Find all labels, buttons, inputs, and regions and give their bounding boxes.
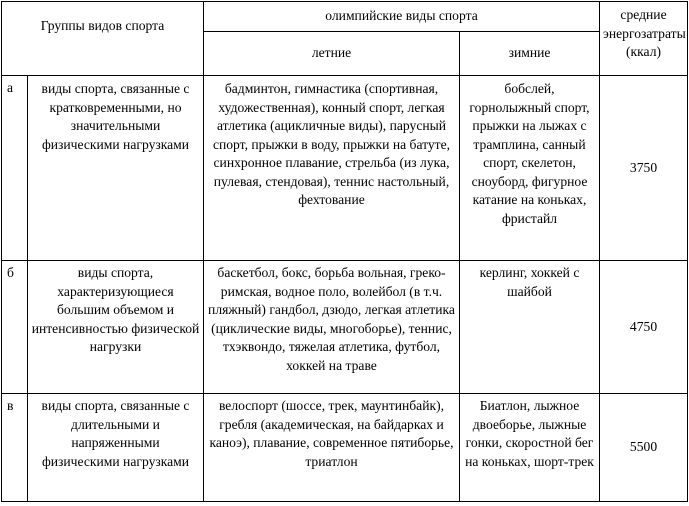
row-summer: бадминтон, гимнастика (спортивная, художественная), конный спорт, легкая атлетика (ацикличные виды), парусный спорт, прыжки в воду, прыжки на батуте, синхронное плавание, стрельба (из лука, пулевая, стендовая), теннис настольный, фехтование xyxy=(204,76,460,261)
row-group: виды спорта, связанные с длительными и напряженными физическими нагрузками xyxy=(28,394,204,502)
sports-energy-table xyxy=(1,1,688,502)
row-group: виды спорта, характеризующиеся большим объемом и интенсивностью физической нагрузки xyxy=(28,261,204,394)
row-letter: б xyxy=(2,261,28,394)
row-summer: велоспорт (шоссе, трек, маунтинбайк), гребля (академическая, на байдарках и каноэ), плавание, современное пятиборье, триатлон xyxy=(204,394,460,502)
header-olympic: олимпийские виды спорта xyxy=(204,2,600,32)
row-letter: в xyxy=(2,394,28,502)
header-groups: Группы видов спорта xyxy=(2,2,204,76)
row-winter: Биатлон, лыжное двоеборье, лыжные гонки, скоростной бег на коньках, шорт-трек xyxy=(460,394,600,502)
header-winter: зимние xyxy=(460,32,600,76)
header-energy: средние энергозатраты (ккал) xyxy=(600,2,688,76)
header-row-top xyxy=(2,2,688,32)
row-energy: 3750 xyxy=(600,76,688,261)
table-row xyxy=(2,76,688,261)
row-winter: керлинг, хоккей с шайбой xyxy=(460,261,600,394)
table-row xyxy=(2,261,688,394)
row-energy: 4750 xyxy=(600,261,688,394)
row-energy: 5500 xyxy=(600,394,688,502)
row-group: виды спорта, связанные с кратковременными, но значительными физическими нагрузками xyxy=(28,76,204,261)
row-letter: а xyxy=(2,76,28,261)
row-winter: бобслей, горнолыжный спорт, прыжки на лыжах с трамплина, санный спорт, скелетон, сноуборд, фигурное катание на коньках, фристайл xyxy=(460,76,600,261)
row-summer: баскетбол, бокс, борьба вольная, греко-римская, водное поло, волейбол (в т.ч. пляжный) гандбол, дзюдо, легкая атлетика (циклические виды, многоборье), теннис, тхэквондо, тяжелая атлетика, футбол, хоккей на траве xyxy=(204,261,460,394)
header-summer: летние xyxy=(204,32,460,76)
table-row xyxy=(2,394,688,502)
